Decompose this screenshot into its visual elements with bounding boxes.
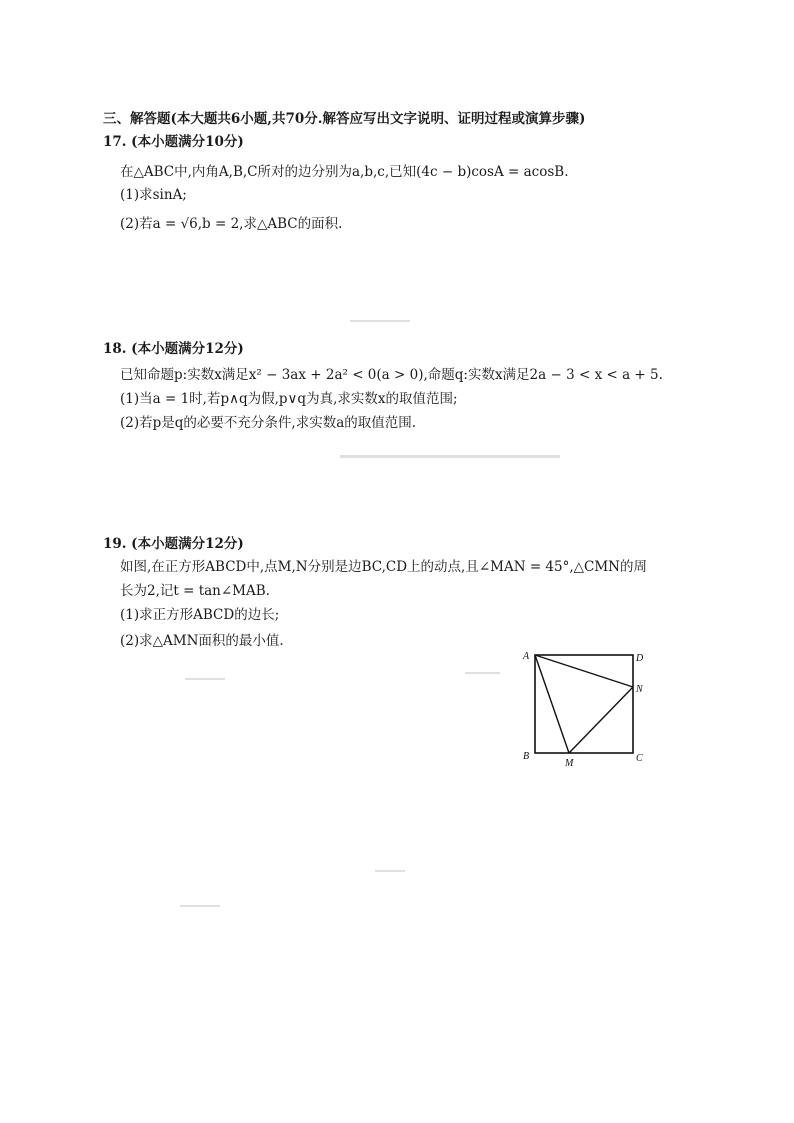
q18-part1: (1)当a = 1时,若p∧q为假,p∨q为真,求实数x的取值范围; bbox=[120, 391, 458, 407]
q19-stem-line1: 如图,在正方形ABCD中,点M,N分别是边BC,CD上的动点,且∠MAN = 45°,△CMN的周 bbox=[120, 559, 647, 575]
segment-an bbox=[535, 655, 633, 687]
q17-part2: (2)若a = √6,b = 2,求△ABC的面积. bbox=[120, 216, 343, 232]
label-d: D bbox=[636, 653, 644, 664]
scan-noise bbox=[465, 672, 500, 674]
scan-noise bbox=[185, 678, 225, 680]
section-header: 三、解答题(本大题共6小题,共70分.解答应写出文字说明、证明过程或演算步骤) bbox=[103, 111, 586, 127]
scan-noise bbox=[375, 870, 405, 872]
square-figure bbox=[515, 645, 650, 775]
q18-title: 18. (本小题满分12分) bbox=[103, 341, 244, 357]
q17-title: 17. (本小题满分10分) bbox=[103, 134, 244, 150]
scan-noise bbox=[340, 455, 560, 458]
q17-part1: (1)求sinA; bbox=[120, 187, 187, 203]
scan-noise bbox=[350, 320, 410, 322]
segment-mn bbox=[569, 687, 633, 753]
label-n: N bbox=[636, 684, 643, 695]
scan-noise bbox=[180, 905, 220, 907]
segment-am bbox=[535, 655, 569, 753]
label-m: M bbox=[565, 758, 574, 769]
label-a: A bbox=[523, 651, 530, 662]
q19-title: 19. (本小题满分12分) bbox=[103, 536, 244, 552]
q18-stem: 已知命题p:实数x满足x² − 3ax + 2a² < 0(a > 0),命题q:实数x满足2a − 3 < x < a + 5. bbox=[120, 367, 663, 383]
q19-part1: (1)求正方形ABCD的边长; bbox=[120, 607, 280, 623]
q19-stem-line2: 长为2,记t = tan∠MAB. bbox=[120, 583, 270, 599]
label-b: B bbox=[523, 751, 530, 762]
label-c: C bbox=[636, 753, 643, 764]
q18-part2: (2)若p是q的必要不充分条件,求实数a的取值范围. bbox=[120, 415, 417, 431]
q17-stem: 在△ABC中,内角A,B,C所对的边分别为a,b,c,已知(4c − b)cosA = acosB. bbox=[120, 164, 569, 180]
q19-part2: (2)求△AMN面积的最小值. bbox=[120, 633, 284, 649]
